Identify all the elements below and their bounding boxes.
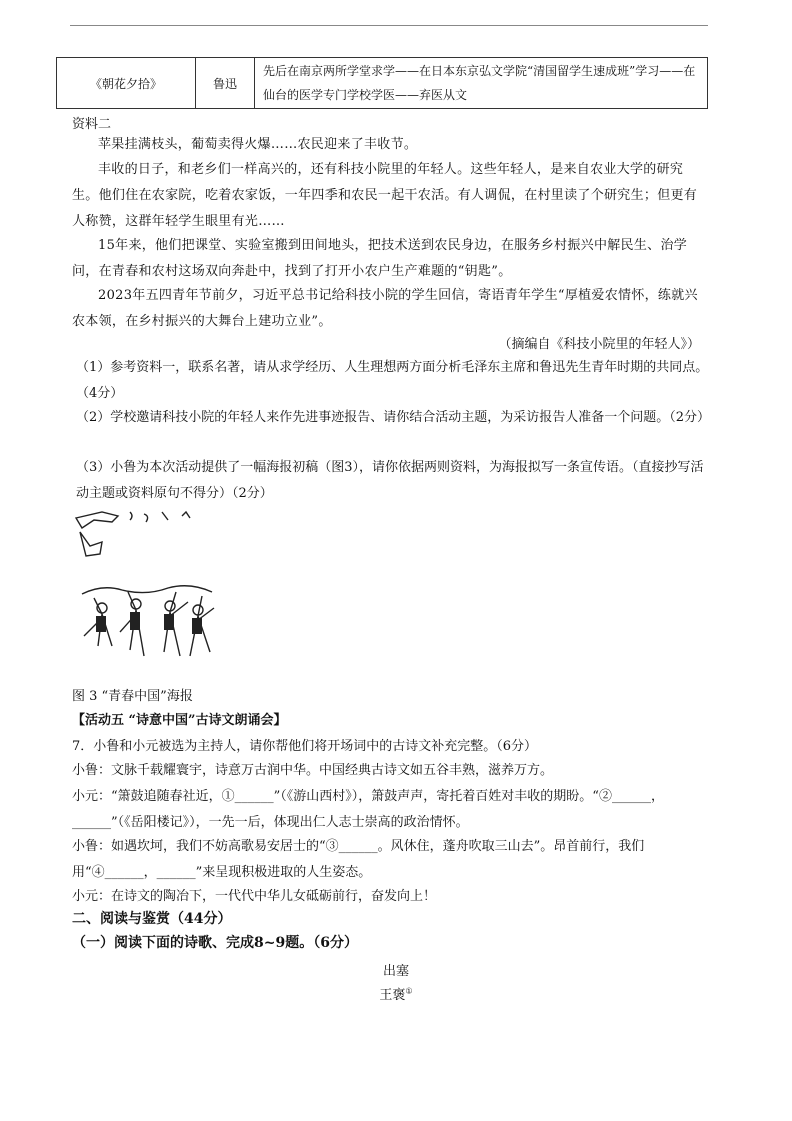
author-cell: 鲁迅	[196, 58, 255, 109]
section2-subtitle: （一）阅读下面的诗歌、完成8~9题。（6分）	[72, 935, 358, 951]
material2-paragraph: 2023年五四青年节前夕，习近平总书记给科技小院的学生回信，寄语青年学生“厚植爱农情怀，练就兴农本领，在乡村振兴的大舞台上建功立业”。	[72, 288, 698, 329]
poem-author-line	[0, 984, 792, 1003]
question-1: （1）参考资料一，联系名著，请从求学经历、人生理想两方面分析毛泽东主席和鲁迅先生青年时期的共同点。（4分）	[76, 360, 709, 401]
material2-source: （摘编自《科技小院里的年轻人》）	[498, 337, 700, 352]
experience-cell: 先后在南京两所学堂求学——在日本东京弘文学院“清国留学生速成班”学习——在仙台的医学专门学校学医——弃医从文	[255, 58, 708, 109]
activity5-title: 【活动五 “诗意中国”古诗文朗诵会】	[72, 713, 287, 728]
dialogue-line: 小元：“箫鼓追随春社近，①______”（《游山西村》），箫鼓声声，寄托着百姓对丰收的期盼。“②______，______”（《岳阳楼记》），一先一后，体现出仁人志士崇高的政治情怀。	[72, 789, 664, 830]
table-row	[57, 58, 708, 109]
material2-paragraph: 苹果挂满枝头，葡萄卖得火爆……农民迎来了丰收节。	[98, 137, 418, 152]
figure-caption: 图 3 “青春中国”海报	[72, 689, 193, 704]
dialogue-line: 小鲁：如遇坎坷，我们不妨高歌易安居士的“③______。风休住，蓬舟吹取三山去”。昂首前行，我们用“④______，______”来呈现积极进取的人生姿态。	[72, 839, 645, 880]
book-cell: 《朝花夕拾》	[57, 58, 196, 109]
header-rule	[70, 25, 708, 26]
footnote-mark: ①	[405, 986, 413, 996]
question-7: 7．小鲁和小元被选为主持人，请你帮他们将开场词中的古诗文补充完整。（6分）	[72, 739, 538, 754]
material2-heading: 资料二	[72, 117, 112, 132]
material2-paragraph: 丰收的日子，和老乡们一样高兴的，还有科技小院里的年轻人。这些年轻人，是来自农业大学的研究生。他们住在农家院，吃着农家饭，一年四季和农民一起干农活。有人调侃，在村里读了个研究生；但更有人称赞，这群年轻学生眼里有光……	[72, 162, 698, 229]
question-2: （2）学校邀请科技小院的年轻人来作先进事迹报告、请你结合活动主题，为采访报告人准备一个问题。（2分）	[76, 410, 711, 425]
material2-paragraph: 15年来，他们把课堂、实验室搬到田间地头，把技术送到农民身边，在服务乡村振兴中解民生、治学问，在青春和农村这场双向奔赴中，找到了打开小农户生产难题的“钥匙”。	[72, 238, 688, 279]
poem-author: 王褒	[379, 988, 406, 1003]
question-3: （3）小鲁为本次活动提供了一幅海报初稿（图3），请你依据两则资料，为海报拟写一条宣传语。（直接抄写活动主题或资料原句不得分）（2分）	[76, 460, 704, 501]
dialogue-line: 小鲁：文脉千载耀寰宇，诗意万古润中华。中国经典古诗文如五谷丰熟，滋养万方。	[72, 763, 554, 778]
poster-illustration	[72, 506, 222, 686]
dialogue-line: 小元：在诗文的陶冶下，一代代中华儿女砥砺前行，奋发向上！	[72, 889, 437, 904]
section2-title: 二、阅读与鉴赏（44分）	[72, 911, 232, 927]
poem-title: 出塞	[382, 964, 409, 979]
author-table	[56, 57, 708, 109]
